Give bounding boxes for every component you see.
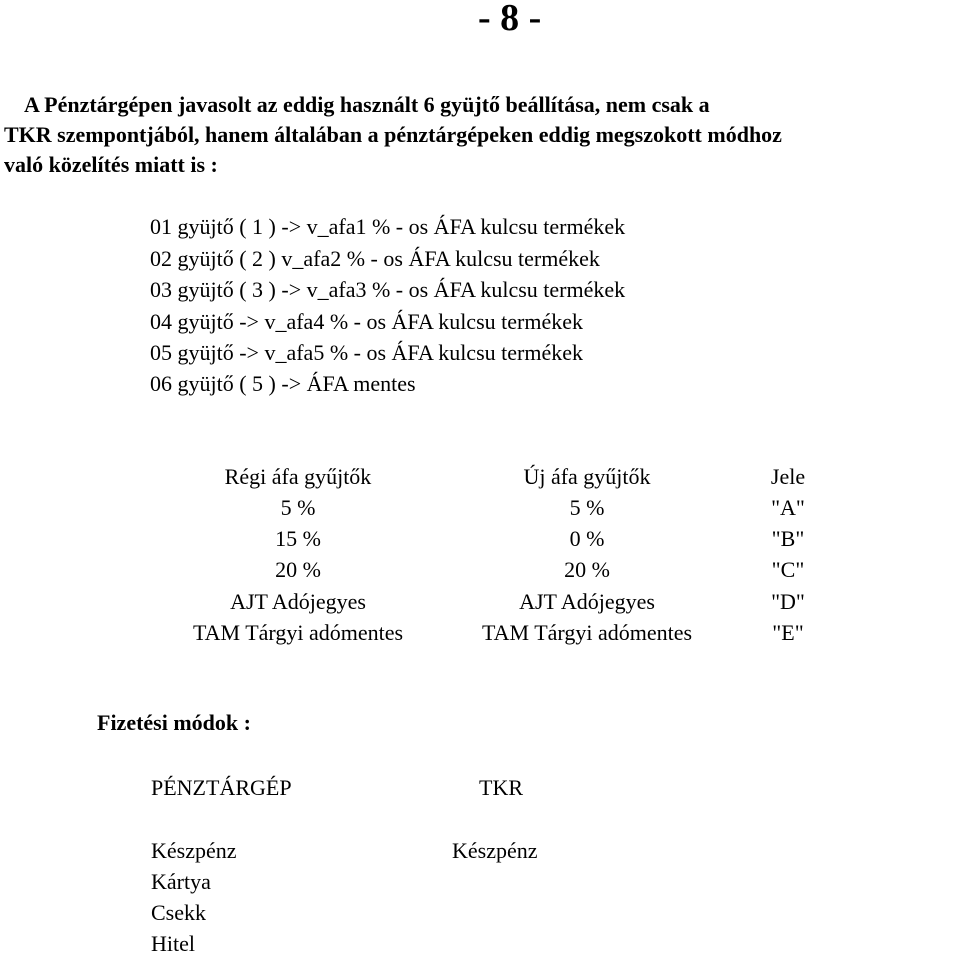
table-cell: 5 % xyxy=(569,495,605,520)
register-line-04: 04 gyüjtő -> v_afa4 % - os ÁFA kulcsu termékek xyxy=(150,309,583,334)
table-cell: "B" xyxy=(771,526,805,551)
intro-line-3: való közelítés miatt is : xyxy=(4,152,218,177)
table-cell: "E" xyxy=(772,620,804,645)
register-line-01: 01 gyüjtő ( 1 ) -> v_afa1 % - os ÁFA kulcsu termékek xyxy=(150,214,626,239)
table-cell: "C" xyxy=(771,557,805,582)
table-cell: 15 % xyxy=(275,526,321,551)
payment-item-cash: Készpénz xyxy=(151,838,237,863)
intro-line-1: A Pénztárgépen javasolt az eddig használt 6 gyüjtő beállítása, nem csak a xyxy=(24,92,710,117)
payment-col-tkr-header: TKR xyxy=(479,775,523,800)
register-line-03: 03 gyüjtő ( 3 ) -> v_afa3 % - os ÁFA kulcsu termékek xyxy=(150,277,626,302)
payment-item-tkr-cash: Készpénz xyxy=(452,838,538,863)
table-cell: 20 % xyxy=(275,557,321,582)
payment-item-card: Kártya xyxy=(151,869,211,894)
table-cell: 20 % xyxy=(564,557,610,582)
register-line-02: 02 gyüjtő ( 2 ) v_afa2 % - os ÁFA kulcsu termékek xyxy=(150,246,600,271)
intro-line-2: TKR szempontjából, hanem általában a pénztárgépeken eddig megszokott módhoz xyxy=(4,122,782,147)
table-cell: 0 % xyxy=(569,526,605,551)
payment-item-cheque: Csekk xyxy=(151,900,206,925)
register-line-05: 05 gyüjtő -> v_afa5 % - os ÁFA kulcsu termékek xyxy=(150,340,583,365)
payment-col-register-header: PÉNZTÁRGÉP xyxy=(151,775,292,800)
page-number: - 8 - xyxy=(478,0,542,39)
table-cell: TAM Tárgyi adómentes xyxy=(192,620,404,645)
register-line-06: 06 gyüjtő ( 5 ) -> ÁFA mentes xyxy=(150,371,416,396)
table-cell: AJT Adójegyes xyxy=(230,589,366,614)
table-cell: "A" xyxy=(771,495,805,520)
table-cell: "D" xyxy=(771,589,805,614)
table-cell: AJT Adójegyes xyxy=(519,589,655,614)
table-cell: 5 % xyxy=(280,495,316,520)
table-header-new: Új áfa gyűjtők xyxy=(523,464,651,489)
payment-methods-title: Fizetési módok : xyxy=(97,710,251,735)
table-cell: TAM Tárgyi adómentes xyxy=(481,620,693,645)
intro-paragraph xyxy=(4,90,960,180)
payment-item-credit: Hitel xyxy=(151,931,195,956)
table-header-code: Jele xyxy=(770,464,806,489)
table-header-old: Régi áfa gyűjtők xyxy=(224,464,372,489)
